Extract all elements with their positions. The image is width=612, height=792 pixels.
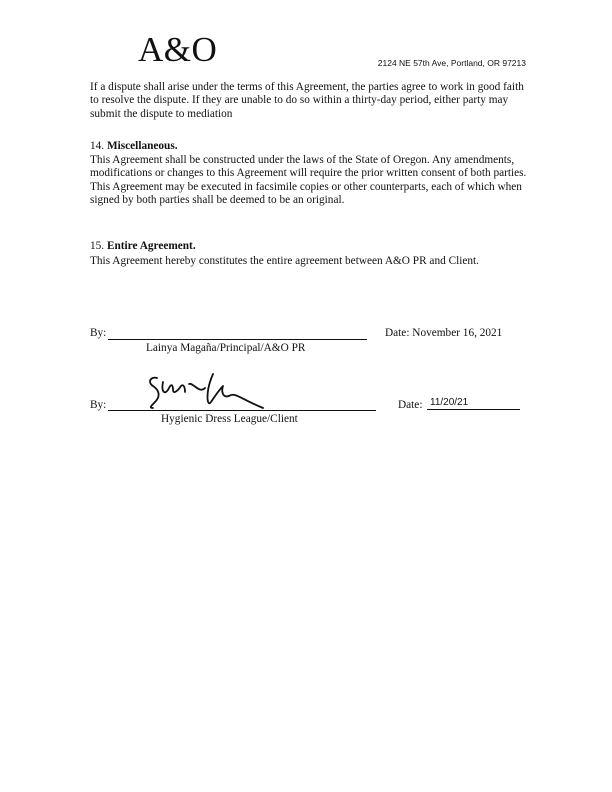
- section-14-title: Miscellaneous: [106, 140, 175, 152]
- section-15-body: This Agreement hereby constitutes the entire agreement between A&O PR and Client.: [90, 255, 480, 267]
- date-label: Date: November 16, 2021: [385, 327, 503, 339]
- section-15-heading: 15. Entire Agreement.: [90, 240, 196, 252]
- signature-line: [108, 339, 367, 340]
- company-address: 2124 NE 57th Ave, Portland, OR 97213: [377, 58, 526, 68]
- section-14-heading: 14. Miscellaneous.: [90, 140, 178, 152]
- signature-by-label: By:: [90, 327, 107, 339]
- section-14-number: 14.: [90, 140, 105, 152]
- signatory-name: Lainya Magaña/Principal/A&O PR: [146, 342, 306, 354]
- section-15-title: Entire Agreement: [106, 240, 193, 252]
- date-label: Date:: [398, 399, 423, 411]
- section-15-number: 15.: [90, 240, 105, 252]
- section-14-body: This Agreement shall be constructed under the laws of the State of Oregon. Any amendments, modifications or changes to this Agreement will require the prior written consent of both parties. This Agreement may be executed in facsimile copies or other counterparts, each of which when signed by both parties shall be deemed to be an original.: [90, 154, 527, 207]
- handwritten-date: 11/20/21: [430, 397, 469, 408]
- dispute-paragraph: If a dispute shall arise under the terms of this Agreement, the parties agree to work in good faith to resolve the dispute. If they are unable to do so within a thirty-day period, either party may submit the dispute to mediation: [90, 81, 524, 120]
- signatory-name: Hygienic Dress League/Client: [161, 413, 298, 425]
- signature-by-label: By:: [90, 399, 107, 411]
- date-line: [427, 409, 520, 410]
- logo: A&O: [138, 30, 218, 69]
